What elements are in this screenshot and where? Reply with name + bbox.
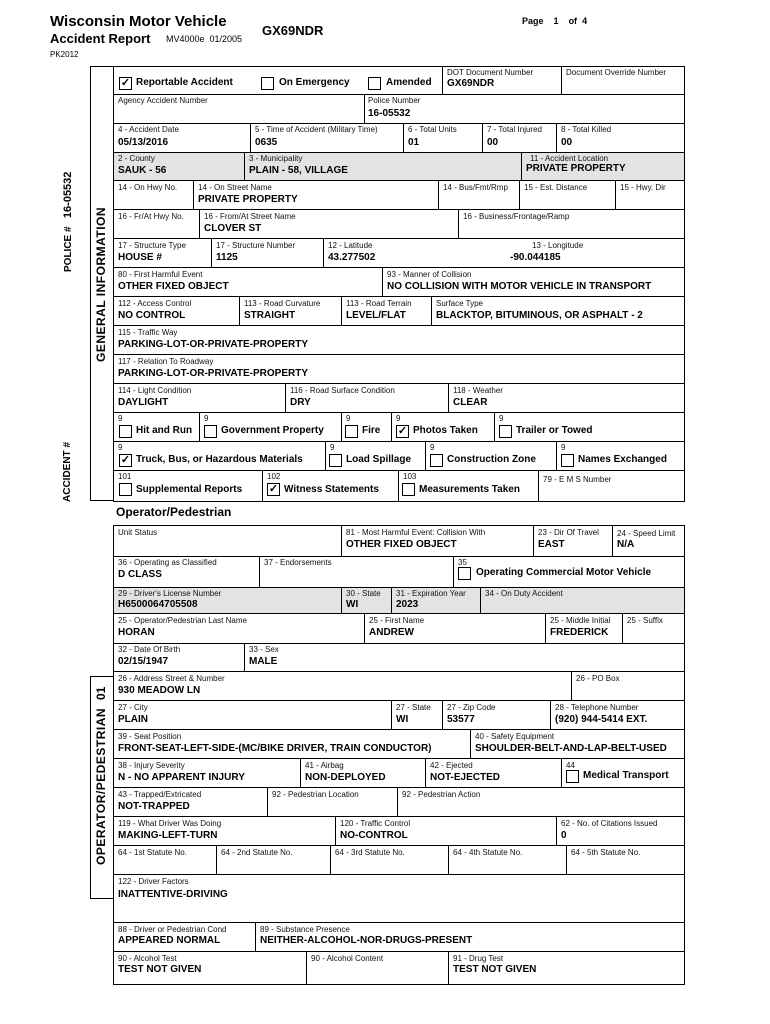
medical-transport-label: Medical Transport — [583, 770, 669, 781]
total-units-label: 6 - Total Units — [408, 125, 457, 134]
structure-number-label: 17 - Structure Number — [216, 241, 296, 250]
statute-5-label: 64 - 5th Statute No. — [571, 848, 641, 857]
speed-limit: N/A — [617, 539, 635, 550]
ems-number-label: 79 - E M S Number — [543, 475, 612, 484]
road-terrain-label: 113 - Road Terrain — [346, 299, 412, 308]
document-code: GX69NDR — [262, 23, 324, 38]
sex-label: 33 - Sex — [249, 645, 279, 654]
field-9-label: 9 — [346, 414, 351, 423]
document-override-label: Document Override Number — [566, 68, 667, 77]
county-label: 2 - County — [118, 154, 155, 163]
business-frontage-label: 16 - Business/Frontage/Ramp — [463, 212, 570, 221]
field-9-label: 9 — [430, 443, 435, 452]
relation-to-roadway: PARKING-LOT-OR-PRIVATE-PROPERTY — [118, 368, 308, 379]
page-number: 1 — [553, 16, 559, 26]
supplemental-reports-checkbox[interactable] — [119, 483, 132, 496]
operating-classified-label: 36 - Operating as Classified — [118, 558, 217, 567]
police-number-label: Police Number — [368, 96, 421, 105]
driver-doing: MAKING-LEFT-TURN — [118, 830, 218, 841]
field-9-label: 9 — [118, 443, 123, 452]
construction-zone-label: Construction Zone — [447, 454, 536, 465]
fire-label: Fire — [362, 425, 381, 436]
road-surface-condition: DRY — [290, 397, 311, 408]
date-of-birth: 02/15/1947 — [118, 656, 169, 667]
on-emergency-checkbox[interactable] — [261, 77, 274, 90]
accident-number-side-label: ACCIDENT # — [62, 441, 73, 502]
field-9-label: 9 — [561, 443, 566, 452]
trailer-towed-label: Trailer or Towed — [516, 425, 593, 436]
operator-pedestrian-label: OPERATOR/PEDESTRIAN — [94, 707, 108, 865]
measurements-taken-label: Measurements Taken — [419, 484, 520, 495]
accident-time-label: 5 - Time of Accident (Military Time) — [255, 125, 378, 134]
government-property-label: Government Property — [221, 425, 324, 436]
city-label: 27 - City — [118, 703, 148, 712]
driver-factors-label: 122 - Driver Factors — [118, 877, 189, 886]
injury-severity: N - NO APPARENT INJURY — [118, 772, 245, 783]
middle-name: FREDERICK — [550, 627, 609, 638]
endorsements-label: 37 - Endorsements — [264, 558, 332, 567]
road-curvature-label: 113 - Road Curvature — [244, 299, 321, 308]
manner-of-collision: NO COLLISION WITH MOTOR VEHICLE IN TRANSPORT — [387, 281, 652, 292]
alcohol-test: TEST NOT GIVEN — [118, 964, 202, 975]
truck-bus-hazmat-checkbox[interactable]: ✓ — [120, 454, 131, 466]
middle-initial-label: 25 - Middle Initial — [550, 616, 611, 625]
total-killed-label: 8 - Total Killed — [561, 125, 612, 134]
pedestrian-action-label: 92 - Pedestrian Action — [402, 790, 481, 799]
citations-label: 62 - No. of Citations Issued — [561, 819, 658, 828]
municipality-label: 3 - Municipality — [249, 154, 303, 163]
drug-test-label: 91 - Drug Test — [453, 954, 504, 963]
address: 930 MEADOW LN — [118, 685, 201, 696]
substance-presence: NEITHER-ALCOHOL-NOR-DRUGS-PRESENT — [260, 935, 473, 946]
pk-code: PK2012 — [50, 50, 79, 59]
dot-document-number-label: DOT Document Number — [447, 68, 534, 77]
license-state-label: 30 - State — [346, 589, 381, 598]
zip-code: 53577 — [447, 714, 475, 725]
weather-label: 118 - Weather — [453, 386, 503, 395]
reportable-accident-label: Reportable Accident — [136, 77, 233, 88]
general-information-label: GENERAL INFORMATION — [94, 206, 108, 362]
witness-statements-label: Witness Statements — [284, 484, 379, 495]
substance-presence-label: 89 - Substance Presence — [260, 925, 350, 934]
last-name-label: 25 - Operator/Pedestrian Last Name — [118, 616, 247, 625]
expiration-year-label: 31 - Expiration Year — [396, 589, 466, 598]
names-exchanged-label: Names Exchanged — [578, 454, 667, 465]
on-street: PRIVATE PROPERTY — [198, 194, 298, 205]
drivers-license-label: 29 - Driver's License Number — [118, 589, 222, 598]
manner-of-collision-label: 93 - Manner of Collision — [387, 270, 472, 279]
field-103-label: 103 — [403, 472, 417, 481]
driver-doing-label: 119 - What Driver Was Doing — [118, 819, 222, 828]
field-9-label: 9 — [499, 414, 504, 423]
from-hwy-label: 16 - Fr/At Hwy No. — [118, 212, 184, 221]
form-subtitle: Accident Report — [50, 31, 151, 46]
latitude-label: 12 - Latitude — [328, 241, 373, 250]
airbag-label: 41 - Airbag — [305, 761, 344, 770]
section-title: Operator/Pedestrian — [116, 505, 232, 519]
accident-location-label: 11 - Accident Location — [530, 154, 609, 163]
amended-label: Amended — [386, 77, 432, 88]
total-units: 01 — [408, 137, 420, 148]
from-street-label: 16 - From/At Street Name — [204, 212, 296, 221]
driver-condition: APPEARED NORMAL — [118, 935, 221, 946]
structure-type-label: 17 - Structure Type — [118, 241, 186, 250]
trailer-towed-checkbox[interactable] — [499, 425, 512, 438]
pedestrian-location-label: 92 - Pedestrian Location — [272, 790, 359, 799]
amended-checkbox[interactable] — [368, 77, 381, 90]
medical-transport-checkbox[interactable] — [566, 770, 579, 783]
unit-status-label: Unit Status — [118, 528, 158, 537]
field-35-label: 35 — [458, 558, 467, 567]
first-harmful-event-label: 80 - First Harmful Event — [118, 270, 203, 279]
first-harmful-event: OTHER FIXED OBJECT — [118, 281, 229, 292]
road-curvature: STRAIGHT — [244, 310, 296, 321]
witness-statements-checkbox[interactable]: ✓ — [268, 483, 279, 495]
drivers-license-number: H6500064705508 — [118, 599, 198, 610]
trapped: NOT-TRAPPED — [118, 801, 190, 812]
telephone: (920) 944-5414 EXT. — [555, 714, 648, 725]
traffic-way: PARKING-LOT-OR-PRIVATE-PROPERTY — [118, 339, 308, 350]
total-killed: 00 — [561, 137, 573, 148]
last-name: HORAN — [118, 627, 155, 638]
alcohol-content-label: 90 - Alcohol Content — [311, 954, 384, 963]
total-injured-label: 7 - Total Injured — [487, 125, 542, 134]
field-44-label: 44 — [566, 761, 575, 770]
on-emergency-label: On Emergency — [279, 77, 350, 88]
first-name-label: 25 - First Name — [369, 616, 425, 625]
field-9-label: 9 — [204, 414, 209, 423]
light-condition: DAYLIGHT — [118, 397, 169, 408]
municipality: PLAIN - 58, VILLAGE — [249, 165, 348, 176]
hit-and-run-label: Hit and Run — [136, 425, 193, 436]
names-exchanged-checkbox[interactable] — [561, 454, 574, 467]
est-distance-label: 15 - Est. Distance — [524, 183, 588, 192]
surface-type-label: Surface Type — [436, 299, 483, 308]
structure-type: HOUSE # — [118, 252, 162, 263]
reportable-accident-checkbox[interactable]: ✓ — [120, 77, 131, 89]
longitude-label: 13 - Longitude — [532, 241, 584, 250]
commercial-vehicle-label: Operating Commercial Motor Vehicle — [476, 567, 652, 578]
light-condition-label: 114 - Light Condition — [118, 386, 192, 395]
suffix-label: 25 - Suffix — [627, 616, 663, 625]
state: WI — [396, 714, 409, 725]
most-harmful-event: OTHER FIXED OBJECT — [346, 539, 457, 550]
dot-document-number: GX69NDR — [447, 78, 495, 89]
page-indicator — [522, 16, 587, 26]
on-hwy-label: 14 - On Hwy No. — [118, 183, 178, 192]
page-total: 4 — [582, 16, 588, 26]
trapped-label: 43 - Trapped/Extricated — [118, 790, 202, 799]
license-state: WI — [346, 599, 359, 610]
relation-to-roadway-label: 117 - Relation To Roadway — [118, 357, 214, 366]
commercial-vehicle-checkbox[interactable] — [458, 567, 471, 580]
address-label: 26 - Address Street & Number — [118, 674, 225, 683]
photos-taken-label: Photos Taken — [413, 425, 478, 436]
expiration-year: 2023 — [396, 599, 419, 610]
page-label: Page — [522, 16, 544, 26]
speed-limit-label: 24 - Speed Limit — [617, 529, 676, 538]
po-box-label: 26 - PO Box — [576, 674, 620, 683]
accident-date-label: 4 - Accident Date — [118, 125, 179, 134]
field-101-label: 101 — [118, 472, 132, 481]
field-9-label: 9 — [330, 443, 335, 452]
structure-number: 1125 — [216, 252, 238, 263]
construction-zone-checkbox[interactable] — [430, 454, 443, 467]
measurements-taken-checkbox[interactable] — [402, 483, 415, 496]
agency-accident-number-label: Agency Accident Number — [118, 96, 208, 105]
state-label: 27 - State — [396, 703, 431, 712]
longitude: -90.044185 — [510, 252, 561, 263]
traffic-way-label: 115 - Traffic Way — [118, 328, 178, 337]
fire-checkbox[interactable] — [345, 425, 358, 438]
injury-severity-label: 38 - Injury Severity — [118, 761, 185, 770]
safety-equipment: SHOULDER-BELT-AND-LAP-BELT-USED — [475, 743, 667, 754]
airbag: NON-DEPLOYED — [305, 772, 386, 783]
field-9-label: 9 — [118, 414, 123, 423]
surface-type: BLACKTOP, BITUMINOUS, OR ASPHALT - 2 — [436, 310, 643, 321]
statute-1-label: 64 - 1st Statute No. — [118, 848, 187, 857]
truck-bus-hazmat-label: Truck, Bus, or Hazardous Materials — [136, 454, 303, 465]
direction-of-travel: EAST — [538, 539, 565, 550]
from-street: CLOVER ST — [204, 223, 262, 234]
access-control: NO CONTROL — [118, 310, 186, 321]
road-terrain: LEVEL/FLAT — [346, 310, 406, 321]
accident-time: 0635 — [255, 137, 278, 148]
zip-code-label: 27 - Zip Code — [447, 703, 496, 712]
driver-factors: INATTENTIVE-DRIVING — [118, 889, 228, 900]
hit-and-run-checkbox[interactable] — [119, 425, 132, 438]
weather: CLEAR — [453, 397, 488, 408]
seat-position: FRONT-SEAT-LEFT-SIDE-(MC/BIKE DRIVER, TRAIN CONDUCTOR) — [118, 743, 432, 754]
safety-equipment-label: 40 - Safety Equipment — [475, 732, 555, 741]
driver-condition-label: 88 - Driver or Pedestrian Cond — [118, 925, 227, 934]
seat-position-label: 39 - Seat Position — [118, 732, 182, 741]
traffic-control-label: 120 - Traffic Control — [340, 819, 411, 828]
accident-location: PRIVATE PROPERTY — [526, 163, 626, 174]
alcohol-test-label: 90 - Alcohol Test — [118, 954, 177, 963]
field-102-label: 102 — [267, 472, 281, 481]
form-number: MV4000e 01/2005 — [166, 34, 243, 44]
photos-taken-checkbox[interactable]: ✓ — [397, 425, 408, 437]
sex: MALE — [249, 656, 278, 667]
latitude: 43.277502 — [328, 252, 376, 263]
telephone-label: 28 - Telephone Number — [555, 703, 639, 712]
police-number: 16-05532 — [368, 108, 411, 119]
city: PLAIN — [118, 714, 148, 725]
government-property-checkbox[interactable] — [204, 425, 217, 438]
most-harmful-event-label: 81 - Most Harmful Event: Collision With — [346, 528, 486, 537]
bus-fmt-rmp-label: 14 - Bus/Fmt/Rmp — [443, 183, 508, 192]
citations: 0 — [561, 830, 567, 841]
ejected: NOT-EJECTED — [430, 772, 501, 783]
total-injured: 00 — [487, 137, 499, 148]
road-surface-condition-label: 116 - Road Surface Condition — [290, 386, 395, 395]
drug-test: TEST NOT GIVEN — [453, 964, 537, 975]
page-of: of — [568, 16, 578, 26]
county: SAUK - 56 — [118, 165, 167, 176]
statute-3-label: 64 - 3rd Statute No. — [335, 848, 405, 857]
on-duty-accident-label: 34 - On Duty Accident — [485, 589, 563, 598]
police-number-side-label: POLICE # 16-05532 — [62, 171, 74, 272]
access-control-label: 112 - Access Control — [118, 299, 192, 308]
first-name: ANDREW — [369, 627, 414, 638]
statute-4-label: 64 - 4th Statute No. — [453, 848, 523, 857]
operating-classified: D CLASS — [118, 569, 162, 580]
accident-date: 05/13/2016 — [118, 137, 169, 148]
load-spillage-label: Load Spillage — [346, 454, 412, 465]
supplemental-reports-label: Supplemental Reports — [136, 484, 243, 495]
direction-of-travel-label: 23 - Dir Of Travel — [538, 528, 599, 537]
traffic-control: NO-CONTROL — [340, 830, 408, 841]
form-title: Wisconsin Motor Vehicle — [50, 13, 227, 30]
date-of-birth-label: 32 - Date Of Birth — [118, 645, 181, 654]
unit-number-label: 01 — [94, 686, 108, 700]
statute-2-label: 64 - 2nd Statute No. — [221, 848, 293, 857]
field-9-label: 9 — [396, 414, 401, 423]
ejected-label: 42 - Ejected — [430, 761, 473, 770]
load-spillage-checkbox[interactable] — [329, 454, 342, 467]
on-street-label: 14 - On Street Name — [198, 183, 272, 192]
hwy-dir-label: 15 - Hwy. Dir — [620, 183, 666, 192]
